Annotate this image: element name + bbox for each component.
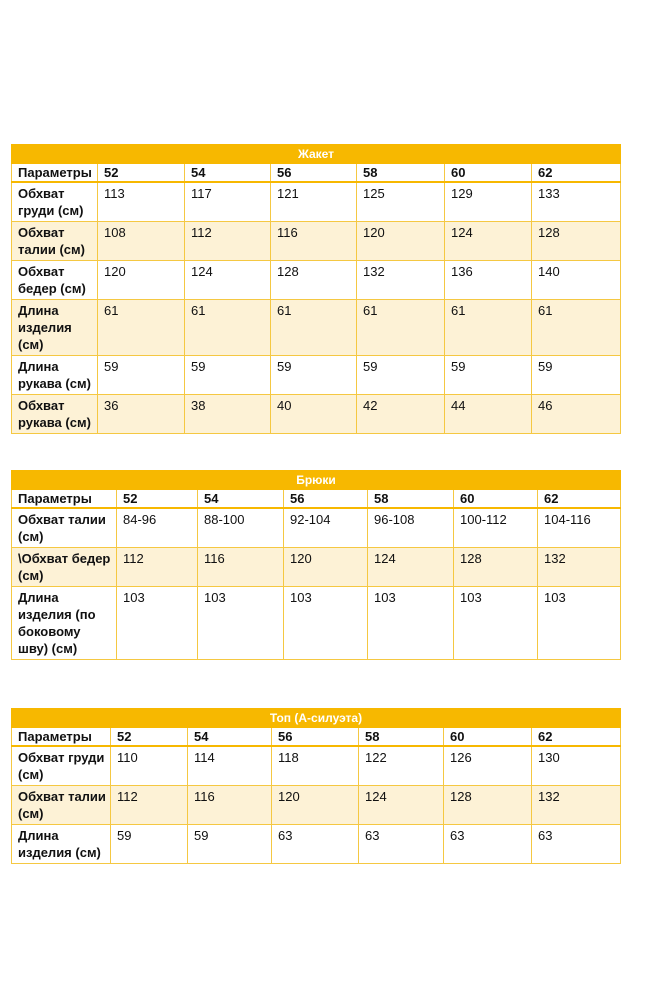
value-cell: 118	[272, 746, 359, 786]
value-cell: 110	[111, 746, 188, 786]
table-row	[12, 222, 621, 261]
row-label: Обхват груди (см)	[12, 746, 111, 786]
value-cell: 96-108	[368, 508, 454, 548]
value-cell: 116	[271, 222, 357, 261]
header-cell: Параметры	[12, 728, 111, 747]
value-cell: 59	[271, 356, 357, 395]
row-label: Обхват рукава (см)	[12, 395, 98, 434]
value-cell: 120	[284, 548, 368, 587]
value-cell: 42	[357, 395, 445, 434]
row-label: Обхват талии (см)	[12, 508, 117, 548]
value-cell: 128	[454, 548, 538, 587]
value-cell: 133	[532, 182, 621, 222]
header-cell: 58	[359, 728, 444, 747]
value-cell: 84-96	[117, 508, 198, 548]
header-row	[12, 728, 621, 747]
value-cell: 61	[445, 300, 532, 356]
table-row	[12, 261, 621, 300]
value-cell: 130	[532, 746, 621, 786]
value-cell: 125	[357, 182, 445, 222]
value-cell: 103	[198, 587, 284, 660]
table-row	[12, 786, 621, 825]
row-label: Длина рукава (см)	[12, 356, 98, 395]
value-cell: 126	[444, 746, 532, 786]
header-cell: 58	[357, 164, 445, 183]
value-cell: 103	[538, 587, 621, 660]
table-row	[12, 508, 621, 548]
table-row	[12, 746, 621, 786]
value-cell: 132	[538, 548, 621, 587]
value-cell: 44	[445, 395, 532, 434]
value-cell: 124	[185, 261, 271, 300]
value-cell: 108	[98, 222, 185, 261]
header-row	[12, 164, 621, 183]
value-cell: 59	[445, 356, 532, 395]
header-cell: 62	[538, 490, 621, 509]
value-cell: 104-116	[538, 508, 621, 548]
table-row	[12, 182, 621, 222]
value-cell: 113	[98, 182, 185, 222]
header-cell: Параметры	[12, 164, 98, 183]
value-cell: 121	[271, 182, 357, 222]
table-title: Брюки	[12, 471, 621, 490]
top-size-table	[11, 708, 621, 864]
value-cell: 120	[272, 786, 359, 825]
value-cell: 132	[532, 786, 621, 825]
header-cell: 52	[98, 164, 185, 183]
value-cell: 36	[98, 395, 185, 434]
value-cell: 59	[532, 356, 621, 395]
value-cell: 124	[368, 548, 454, 587]
value-cell: 117	[185, 182, 271, 222]
table-row	[12, 548, 621, 587]
header-cell: 60	[454, 490, 538, 509]
table-title: Топ (А-силуэта)	[12, 709, 621, 728]
table-row	[12, 587, 621, 660]
value-cell: 92-104	[284, 508, 368, 548]
value-cell: 63	[532, 825, 621, 864]
value-cell: 103	[284, 587, 368, 660]
table-row	[12, 356, 621, 395]
value-cell: 100-112	[454, 508, 538, 548]
row-label: Длина изделия (по боковому шву) (см)	[12, 587, 117, 660]
row-label: Обхват талии (см)	[12, 222, 98, 261]
header-cell: 62	[532, 164, 621, 183]
value-cell: 59	[185, 356, 271, 395]
row-label: Обхват груди (см)	[12, 182, 98, 222]
value-cell: 61	[271, 300, 357, 356]
value-cell: 61	[532, 300, 621, 356]
row-label: Длина изделия (см)	[12, 825, 111, 864]
value-cell: 120	[357, 222, 445, 261]
value-cell: 114	[188, 746, 272, 786]
value-cell: 63	[359, 825, 444, 864]
value-cell: 103	[368, 587, 454, 660]
value-cell: 128	[444, 786, 532, 825]
value-cell: 129	[445, 182, 532, 222]
table-row	[12, 300, 621, 356]
header-cell: Параметры	[12, 490, 117, 509]
value-cell: 63	[444, 825, 532, 864]
row-label: \Обхват бедер (см)	[12, 548, 117, 587]
row-label: Длина изделия (см)	[12, 300, 98, 356]
value-cell: 59	[98, 356, 185, 395]
value-cell: 116	[188, 786, 272, 825]
value-cell: 88-100	[198, 508, 284, 548]
header-cell: 52	[117, 490, 198, 509]
jacket-size-table	[11, 144, 621, 434]
table-row	[12, 825, 621, 864]
header-cell: 54	[198, 490, 284, 509]
value-cell: 128	[271, 261, 357, 300]
value-cell: 112	[117, 548, 198, 587]
header-cell: 56	[271, 164, 357, 183]
header-row	[12, 490, 621, 509]
value-cell: 136	[445, 261, 532, 300]
header-cell: 58	[368, 490, 454, 509]
value-cell: 112	[185, 222, 271, 261]
value-cell: 61	[98, 300, 185, 356]
value-cell: 59	[111, 825, 188, 864]
value-cell: 116	[198, 548, 284, 587]
value-cell: 63	[272, 825, 359, 864]
value-cell: 59	[188, 825, 272, 864]
value-cell: 103	[117, 587, 198, 660]
value-cell: 140	[532, 261, 621, 300]
value-cell: 61	[357, 300, 445, 356]
value-cell: 46	[532, 395, 621, 434]
value-cell: 122	[359, 746, 444, 786]
header-cell: 54	[188, 728, 272, 747]
value-cell: 40	[271, 395, 357, 434]
value-cell: 61	[185, 300, 271, 356]
value-cell: 59	[357, 356, 445, 395]
table-row	[12, 395, 621, 434]
header-cell: 54	[185, 164, 271, 183]
value-cell: 103	[454, 587, 538, 660]
header-cell: 60	[445, 164, 532, 183]
trousers-size-table	[11, 470, 621, 660]
value-cell: 124	[445, 222, 532, 261]
header-cell: 62	[532, 728, 621, 747]
table-title: Жакет	[12, 145, 621, 164]
header-cell: 56	[284, 490, 368, 509]
row-label: Обхват бедер (см)	[12, 261, 98, 300]
value-cell: 112	[111, 786, 188, 825]
header-cell: 52	[111, 728, 188, 747]
value-cell: 38	[185, 395, 271, 434]
value-cell: 128	[532, 222, 621, 261]
header-cell: 60	[444, 728, 532, 747]
value-cell: 124	[359, 786, 444, 825]
row-label: Обхват талии (см)	[12, 786, 111, 825]
header-cell: 56	[272, 728, 359, 747]
value-cell: 132	[357, 261, 445, 300]
value-cell: 120	[98, 261, 185, 300]
